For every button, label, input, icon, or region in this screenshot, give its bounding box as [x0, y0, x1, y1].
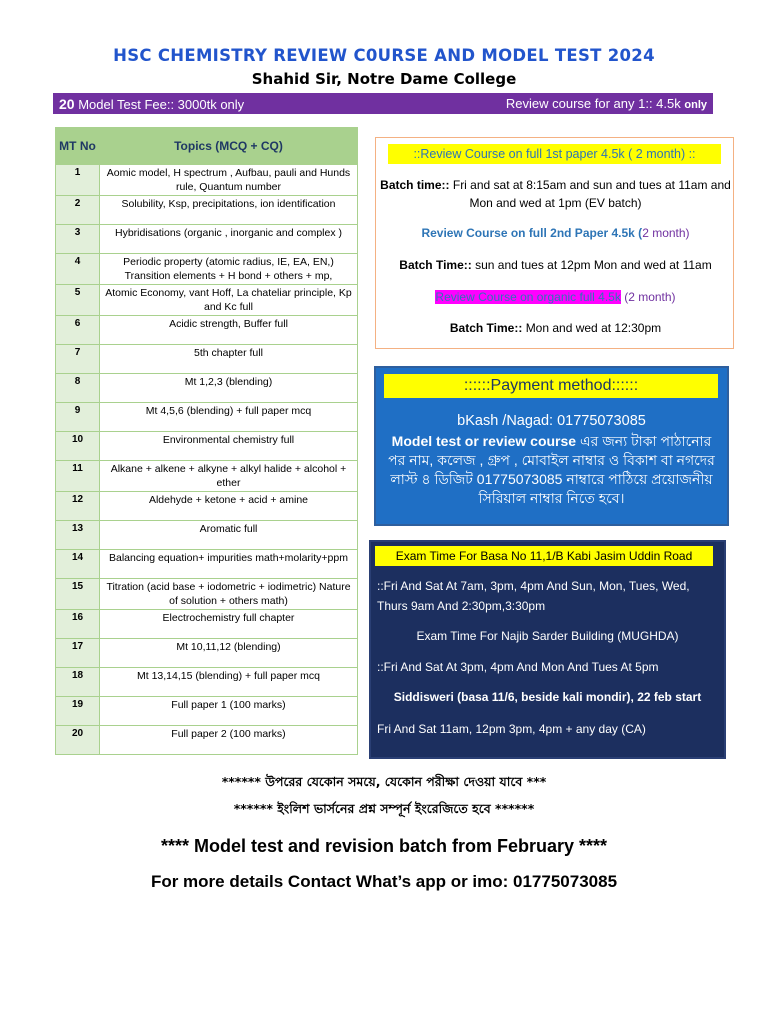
batch2-line	[376, 256, 735, 274]
table-header-row	[56, 128, 358, 165]
topic-cell: Aldehyde + ketone + acid + amine	[100, 492, 358, 521]
batch3-line	[376, 319, 735, 337]
mt-number-cell: 7	[56, 345, 100, 374]
second-paper-heading	[376, 224, 735, 242]
topic-cell: Hybridisations (organic , inorganic and complex )	[100, 225, 358, 254]
page-title: HSC CHEMISTRY REVIEW C0URSE AND MODEL TEST 2024	[113, 46, 655, 65]
table-row	[56, 254, 358, 285]
table-row	[56, 697, 358, 726]
topic-cell: 5th chapter full	[100, 345, 358, 374]
topic-cell: Full paper 2 (100 marks)	[100, 726, 358, 755]
table-row	[56, 403, 358, 432]
mt-number-cell: 19	[56, 697, 100, 726]
payment-desc	[376, 432, 727, 508]
table-row	[56, 196, 358, 225]
payment-desc-rest: এর জন্য টাকা পাঠানোর পর নাম, কলেজ , গ্রুপ , মোবাইল নাম্বার ও বিকাশ বা নগদের লাস্ট ৪ ডিজিট 01775073085 নাম্বারে পাঠিয়ে প্রয়োজনীয় সিরিয়াল নাম্বার নিতে হবে।	[388, 433, 715, 506]
fee-only: only	[684, 99, 707, 111]
payment-desc-bold: Model test or review course	[391, 433, 577, 449]
fee-count: 20	[59, 95, 75, 112]
fee-bar	[53, 93, 713, 114]
table-row	[56, 285, 358, 316]
exam-siddis-times: Fri And Sat 11am, 12pm 3pm, 4pm + any day (CA)	[377, 722, 646, 736]
second-paper-b: 2 month)	[642, 226, 690, 240]
exam-siddis-title: Siddisweri (basa 11/6, beside kali mondir), 22 feb start	[393, 690, 702, 704]
footer-note-english-version: ****** ইংলিশ ভার্সনের প্রশ্ন সম্পূর্ন ইংরেজিতে হবে ******	[233, 801, 535, 816]
table-row	[56, 165, 358, 196]
topics-table	[55, 127, 358, 755]
topic-cell: Mt 13,14,15 (blending) + full paper mcq	[100, 668, 358, 697]
batch1-label: Batch time::	[380, 178, 450, 192]
batch1-text: Fri and sat at 8:15am and sun and tues at 11am and Mon and wed at 1pm (EV batch)	[452, 178, 731, 210]
mt-number-cell: 8	[56, 374, 100, 403]
second-paper-a: Review Course on full 2nd Paper 4.5k (	[421, 226, 643, 240]
mt-number-cell: 16	[56, 610, 100, 639]
table-row	[56, 639, 358, 668]
exam-basa-title: Exam Time For Basa No 11,1/B Kabi Jasim Uddin Road	[375, 546, 713, 566]
exam-basa-times: ::Fri And Sat At 7am, 3pm, 4pm And Sun, Mon, Tues, Wed, Thurs 9am And 2:30pm,3:30pm	[377, 579, 690, 613]
mt-number-cell: 11	[56, 461, 100, 492]
table-row	[56, 225, 358, 254]
exam-time-box	[369, 540, 726, 759]
mt-number-cell: 3	[56, 225, 100, 254]
mt-number-cell: 14	[56, 550, 100, 579]
table-row	[56, 550, 358, 579]
mt-number-cell: 10	[56, 432, 100, 461]
mt-number-cell: 15	[56, 579, 100, 610]
topic-cell: Alkane + alkene + alkyne + alkyl halide + alcohol + ether	[100, 461, 358, 492]
organic-heading	[376, 288, 735, 306]
topic-cell: Atomic Economy, vant Hoff, La chateliar principle, Kp and Kc full	[100, 285, 358, 316]
mt-number-cell: 2	[56, 196, 100, 225]
table-row	[56, 579, 358, 610]
fee-text: Model Test Fee:: 3000tk only	[78, 96, 245, 112]
topic-cell: Environmental chemistry full	[100, 432, 358, 461]
topic-cell: Acidic strength, Buffer full	[100, 316, 358, 345]
mt-number-cell: 12	[56, 492, 100, 521]
mt-number-cell: 17	[56, 639, 100, 668]
fee-left	[59, 96, 244, 112]
table-row	[56, 432, 358, 461]
table-body	[56, 165, 358, 755]
review-fee-text: Review course for any 1:: 4.5k	[505, 96, 681, 111]
table-row	[56, 521, 358, 550]
topic-cell: Solubility, Ksp, precipitations, ion identification	[100, 196, 358, 225]
topic-cell: Electrochemistry full chapter	[100, 610, 358, 639]
fee-right	[506, 96, 707, 111]
table-row	[56, 492, 358, 521]
table-row	[56, 726, 358, 755]
batch2-text: sun and tues at 12pm Mon and wed at 11am	[475, 258, 712, 272]
footer-note-any-time: ****** উপরের যেকোন সময়ে, যেকোন পরীক্ষা দেওয়া যাবে ***	[221, 774, 547, 789]
mt-number-cell: 13	[56, 521, 100, 550]
topic-cell: Mt 4,5,6 (blending) + full paper mcq	[100, 403, 358, 432]
col-header-mt-no: MT No	[56, 128, 100, 165]
table-row	[56, 374, 358, 403]
topic-cell: Mt 1,2,3 (blending)	[100, 374, 358, 403]
review-course-box	[375, 137, 734, 349]
table-row	[56, 316, 358, 345]
payment-number: bKash /Nagad: 01775073085	[457, 413, 646, 429]
table-row	[56, 610, 358, 639]
page-subtitle: Shahid Sir, Notre Dame College	[251, 70, 517, 88]
mt-number-cell: 4	[56, 254, 100, 285]
topic-cell: Aromatic full	[100, 521, 358, 550]
exam-najib-times: ::Fri And Sat At 3pm, 4pm And Mon And Tues At 5pm	[377, 660, 659, 674]
mt-number-cell: 1	[56, 165, 100, 196]
topic-cell: Full paper 1 (100 marks)	[100, 697, 358, 726]
table-row	[56, 461, 358, 492]
mt-number-cell: 20	[56, 726, 100, 755]
mt-number-cell: 18	[56, 668, 100, 697]
table-row	[56, 345, 358, 374]
footer-contact: For more details Contact What’s app or imo: 01775073085	[150, 872, 618, 891]
batch3-text: Mon and wed at 12:30pm	[525, 321, 662, 335]
batch2-label: Batch Time::	[399, 258, 472, 272]
table-row	[56, 668, 358, 697]
exam-najib-title: Exam Time For Najib Sarder Building (MUGHDA)	[416, 629, 679, 643]
topic-cell: Balancing equation+ impurities math+molarity+ppm	[100, 550, 358, 579]
col-header-topics: Topics (MCQ + CQ)	[100, 128, 358, 165]
topic-cell: Periodic property (atomic radius, IE, EA, EN,) Transition elements + H bond + others + mp,	[100, 254, 358, 285]
organic-a: Review Course on organic full 4.5k	[435, 290, 621, 304]
organic-b: (2 month)	[624, 290, 676, 304]
payment-title: ::::::Payment method::::::	[384, 374, 718, 398]
topic-cell: Aomic model, H spectrum , Aufbau, pauli and Hunds rule, Quantum number	[100, 165, 358, 196]
batch3-label: Batch Time::	[449, 321, 523, 335]
topic-cell: Mt 10,11,12 (blending)	[100, 639, 358, 668]
first-paper-heading: ::Review Course on full 1st paper 4.5k ( 2 month) ::	[388, 144, 721, 164]
mt-number-cell: 5	[56, 285, 100, 316]
payment-box	[374, 366, 729, 526]
mt-number-cell: 6	[56, 316, 100, 345]
footer-batch-note: **** Model test and revision batch from February ****	[160, 836, 608, 856]
batch1-line	[376, 176, 735, 212]
mt-number-cell: 9	[56, 403, 100, 432]
topic-cell: Titration (acid base + iodometric + iodimetric) Nature of solution + others math)	[100, 579, 358, 610]
